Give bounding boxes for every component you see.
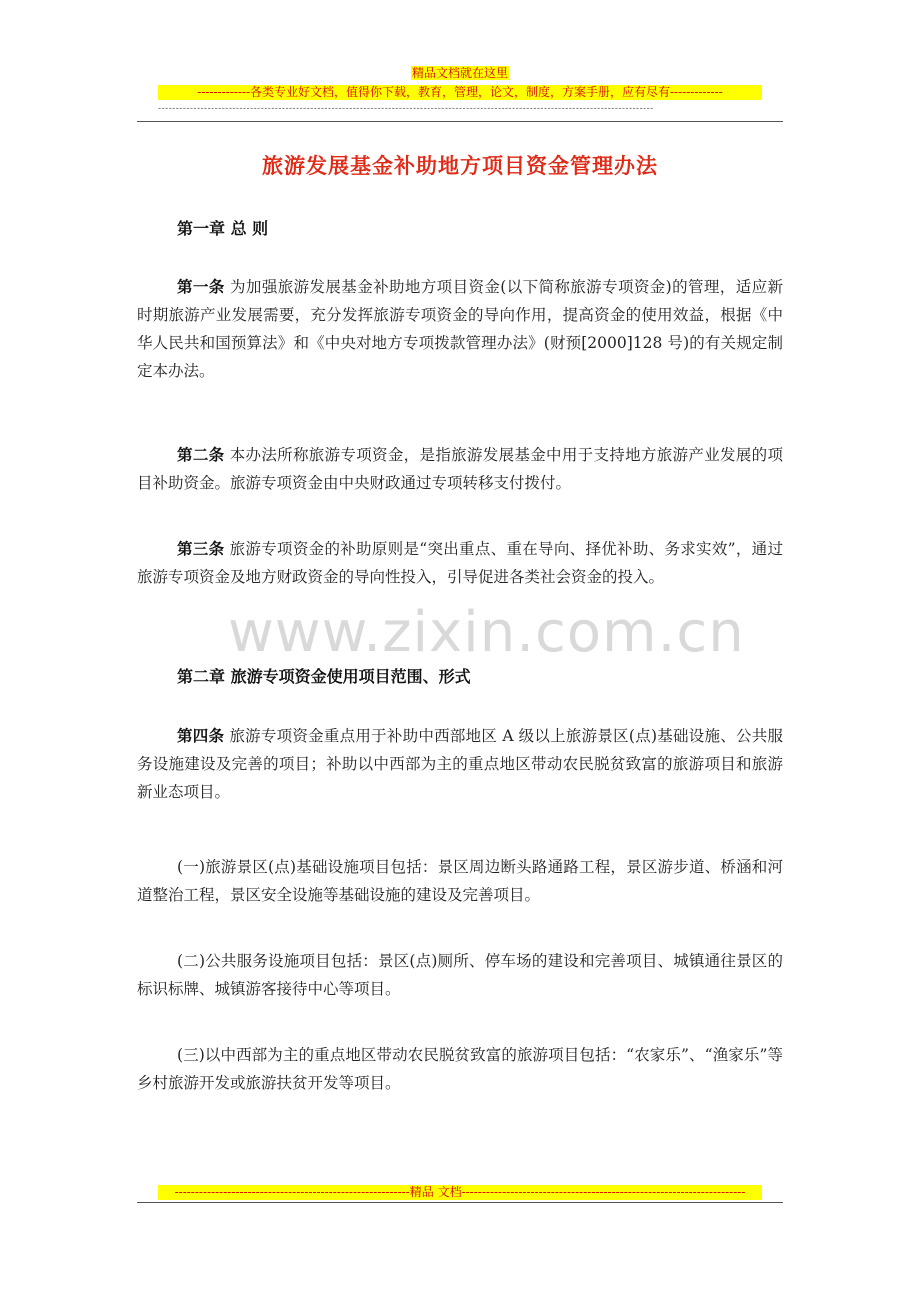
footer-divider xyxy=(137,1202,783,1203)
chapter-heading-2: 第二章 旅游专项资金使用项目范围、形式 xyxy=(177,667,471,686)
article-3 xyxy=(137,535,783,591)
list-item: (一)旅游景区(点)基础设施项目包括：景区周边断头路通路工程，景区游步道、桥涵和河道整治工程，景区安全设施等基础设施的建设及完善项目。 xyxy=(137,858,783,904)
article-2 xyxy=(137,441,783,497)
header-banner: -------------各类专业好文档，值得你下载，教育，管理，论文，制度，方案手册，应有尽有------------- xyxy=(158,85,762,100)
article-text: 旅游专项资金重点用于补助中西部地区 A 级以上旅游景区(点)基础设施、公共服务设施建设及完善的项目；补助以中西部为主的重点地区带动农民脱贫致富的旅游项目和旅游新业态项目。 xyxy=(137,727,783,801)
article-text: 旅游专项资金的补助原则是“突出重点、重在导向、择优补助、务求实效”，通过旅游专项资金及地方财政资金的导向性投入，引导促进各类社会资金的投入。 xyxy=(137,540,783,586)
list-item: (三)以中西部为主的重点地区带动农民脱贫致富的旅游项目包括：“农家乐”、“渔家乐”等乡村旅游开发或旅游扶贫开发等项目。 xyxy=(137,1046,783,1092)
chapter-heading-1: 第一章 总 则 xyxy=(177,219,269,238)
article-text: 本办法所称旅游专项资金，是指旅游发展基金中用于支持地方旅游产业发展的项目补助资金。旅游专项资金由中央财政通过专项转移支付拨付。 xyxy=(137,446,783,492)
article-label: 第三条 xyxy=(177,540,225,558)
article-4 xyxy=(137,722,783,806)
header-top-line: 精品文档就在这里 xyxy=(411,66,508,80)
article-label: 第二条 xyxy=(177,446,225,464)
article-text: 为加强旅游发展基金补助地方项目资金(以下简称旅游专项资金)的管理，适应新时期旅游产业发展需要，充分发挥旅游专项资金的导向作用，提高资金的使用效益，根据《中华人民共和国预算法》和《中央对地方专项拨款管理办法》(财预[2000]128 号)的有关规定制定本办法。 xyxy=(137,278,783,380)
header-dashes: -------------------------------------------------------------------------------------------------------------------------------------------- xyxy=(158,104,654,114)
header-divider xyxy=(137,121,783,122)
document-title: 旅游发展基金补助地方项目资金管理办法 xyxy=(262,154,658,178)
article-label: 第四条 xyxy=(177,727,225,745)
footer-banner: ----------------------------------------------------------精品 文档---------------------------------------------------------------------- xyxy=(158,1185,762,1200)
list-item: (二)公共服务设施项目包括：景区(点)厕所、停车场的建设和完善项目、城镇通往景区的标识标牌、城镇游客接待中心等项目。 xyxy=(137,952,783,998)
article-1 xyxy=(137,273,783,385)
watermark: www.zixin.com.cn xyxy=(228,600,745,665)
article-label: 第一条 xyxy=(177,278,225,296)
